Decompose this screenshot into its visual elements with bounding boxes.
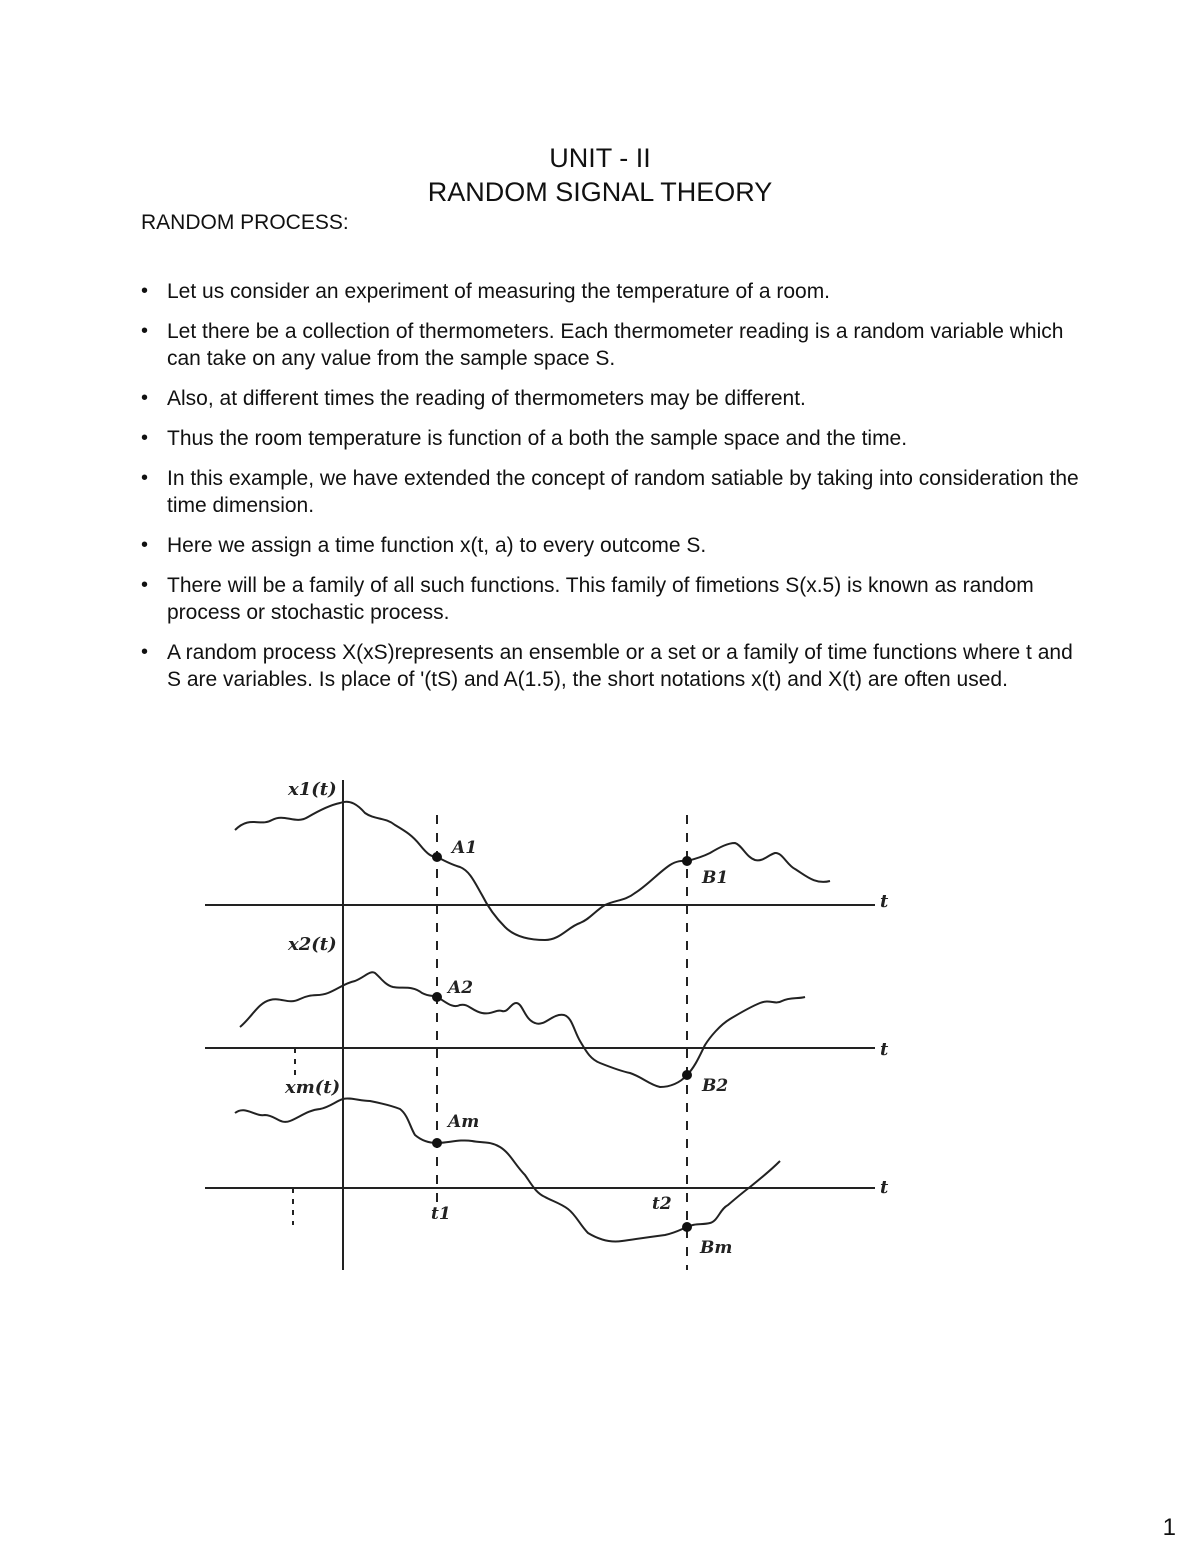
page-title: RANDOM SIGNAL THEORY bbox=[427, 177, 773, 207]
label-bm: Bm bbox=[700, 1238, 733, 1258]
random-process-figure bbox=[190, 765, 920, 1280]
bullet-text: Here we assign a time function x(t, a) to every outcome S. bbox=[167, 534, 707, 557]
bullet-text: In this example, we have extended the concept of random satiable by taking into consideration the time dimension. bbox=[167, 467, 1079, 517]
list-item bbox=[141, 318, 1091, 372]
bullet-text: Also, at different times the reading of thermometers may be different. bbox=[167, 387, 806, 410]
bullet-icon: • bbox=[141, 320, 149, 342]
point-a2-marker bbox=[432, 992, 442, 1002]
label-am: Am bbox=[448, 1112, 480, 1132]
label-x1: x1(t) bbox=[288, 779, 337, 800]
bullet-text: Let us consider an experiment of measuring the temperature of a room. bbox=[167, 280, 831, 303]
list-item bbox=[141, 572, 1091, 626]
bullet-icon: • bbox=[141, 574, 149, 596]
bullet-icon: • bbox=[141, 534, 149, 556]
bullet-icon: • bbox=[141, 641, 149, 663]
curve-x2 bbox=[240, 972, 805, 1087]
bullet-icon: • bbox=[141, 427, 149, 449]
bullet-list bbox=[141, 278, 1091, 706]
label-b1: B1 bbox=[702, 868, 729, 888]
label-time-t2: t2 bbox=[652, 1194, 672, 1214]
bullet-text: Thus the room temperature is function of a both the sample space and the time. bbox=[167, 427, 908, 450]
list-item bbox=[141, 385, 1091, 412]
label-a2: A2 bbox=[448, 978, 474, 998]
label-b2: B2 bbox=[702, 1076, 729, 1096]
axis-label-tm: t bbox=[880, 1177, 889, 1198]
point-am-marker bbox=[432, 1138, 442, 1148]
label-xm: xm(t) bbox=[285, 1077, 341, 1098]
bullet-icon: • bbox=[141, 280, 149, 302]
page-number: 1 bbox=[1162, 1514, 1176, 1541]
axis-label-t1: t bbox=[880, 891, 889, 912]
point-b1-marker bbox=[682, 856, 692, 866]
label-x2: x2(t) bbox=[288, 934, 337, 955]
ensemble-diagram bbox=[190, 765, 920, 1275]
section-heading: RANDOM PROCESS: bbox=[141, 211, 349, 234]
bullet-text: There will be a family of all such functions. This family of fimetions S(x.5) is known as random process or stochastic process. bbox=[167, 574, 1034, 624]
axis-label-t2: t bbox=[880, 1039, 889, 1060]
list-item bbox=[141, 465, 1091, 519]
curve-xm bbox=[235, 1098, 780, 1241]
bullet-text: Let there be a collection of thermometers. Each thermometer reading is a random variable which can take on any value from the sample space S. bbox=[167, 320, 1064, 370]
bullet-text: A random process X(xS)represents an ensemble or a set or a family of time functions where t and S are variables. Is place of '(tS) and A(1.5), the short notations x(t) and X(t) are often used. bbox=[167, 641, 1073, 691]
bullet-icon: • bbox=[141, 387, 149, 409]
label-time-t1: t1 bbox=[431, 1204, 451, 1224]
point-bm-marker bbox=[682, 1222, 692, 1232]
list-item bbox=[141, 532, 1091, 559]
list-item bbox=[141, 639, 1091, 693]
label-a1: A1 bbox=[452, 838, 478, 858]
point-a1-marker bbox=[432, 852, 442, 862]
bullet-icon: • bbox=[141, 467, 149, 489]
list-item bbox=[141, 425, 1091, 452]
list-item bbox=[141, 278, 1091, 305]
curve-x1 bbox=[235, 802, 830, 940]
point-b2-marker bbox=[682, 1070, 692, 1080]
unit-heading: UNIT - II bbox=[549, 143, 651, 173]
